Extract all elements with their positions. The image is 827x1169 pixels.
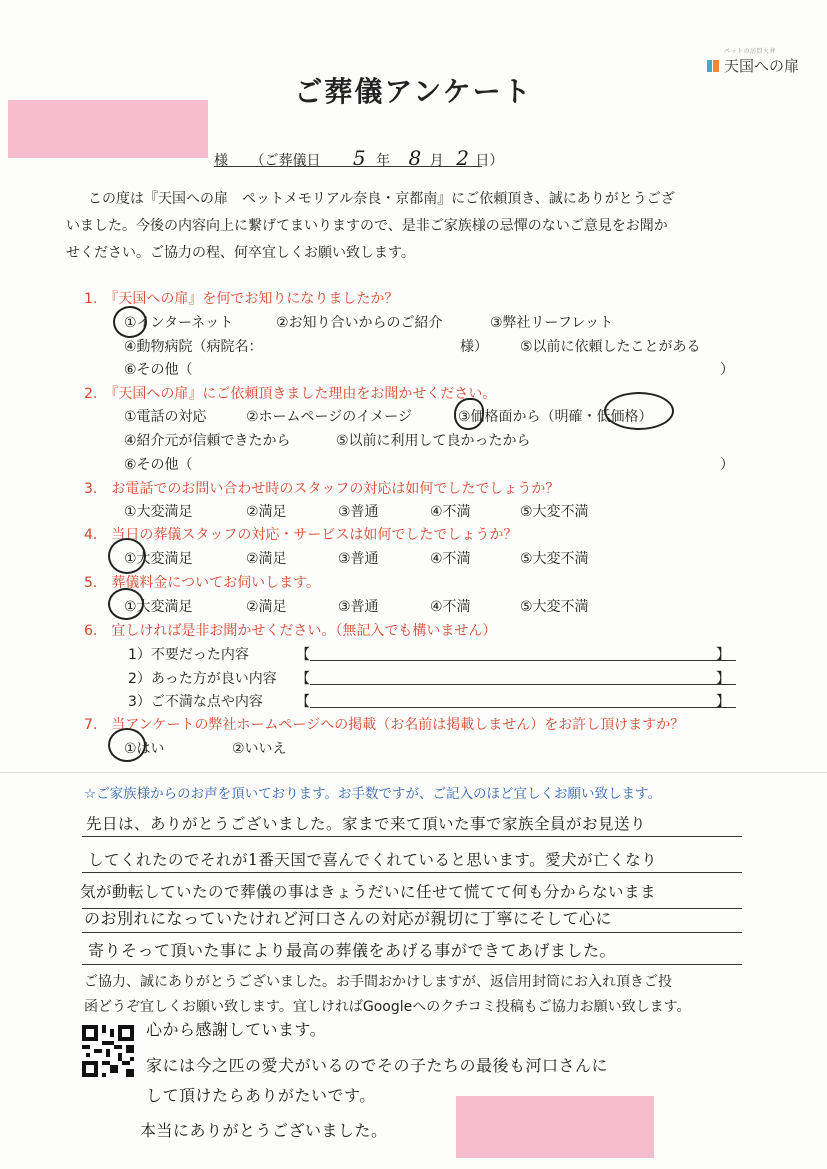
q1-option[interactable]: ⑤以前に依頼したことがある	[520, 339, 701, 355]
year-value: 5	[352, 146, 366, 170]
q5-option[interactable]: ①大変満足	[124, 599, 193, 615]
q2-close-paren: ）	[720, 457, 734, 473]
selection-circle	[108, 538, 146, 574]
writing-line	[82, 872, 742, 873]
q5-option[interactable]: ⑤大変不満	[520, 599, 589, 615]
question-1: 1. 『天国への扉』を何でお知りになりましたか？	[84, 291, 399, 307]
intro-line: いました。今後の内容向上に繋げてまいりますので、是非ご家族様の忌憚のないご意見をお聞か	[66, 218, 668, 234]
handwritten-comment: 寄りそって頂いた事により最高の葬儀をあげる事ができてあげました。	[88, 941, 617, 960]
selection-circle	[454, 398, 484, 430]
q3-option[interactable]: ②満足	[246, 504, 287, 520]
bracket-close: 】	[716, 647, 730, 663]
date-underline	[214, 166, 482, 167]
page-title: ご葬儀アンケート	[294, 75, 533, 108]
q4-option[interactable]: ⑤大変不満	[520, 551, 589, 567]
q2-option[interactable]: ①電話の対応	[124, 409, 207, 425]
q1-close-paren: ）	[720, 362, 734, 378]
handwritten-comment: 気が動転していたので葬儀の事はきょうだいに任せて慌てて何も分からないまま	[80, 883, 657, 901]
q2-option[interactable]: ③価格面から（明確・低価格）	[458, 409, 653, 425]
day-label: 日）	[475, 153, 504, 169]
q1-option[interactable]: ④動物病院（病院名：	[124, 339, 263, 355]
year-label: 年	[376, 153, 391, 169]
writing-line	[82, 836, 742, 837]
handwritten-comment: 先日は、ありがとうございました。家まで来て頂いた事で家族全員がお見送り	[86, 815, 647, 833]
q5-option[interactable]: ④不満	[430, 599, 471, 615]
q6-item: 1）不要だった内容	[128, 647, 249, 663]
q1-option[interactable]: ⑥その他（	[124, 362, 193, 378]
logo-tagline: ペットの訪問火葬	[724, 48, 777, 55]
q2-option[interactable]: ⑤以前に利用して良かったから	[336, 433, 531, 449]
q7-option[interactable]: ②いいえ	[232, 741, 287, 757]
q3-option[interactable]: ③普通	[338, 504, 379, 520]
question-7: 7. 当アンケートの弊社ホームページへの掲載（お名前は掲載しません）をお許し頂けますか？	[84, 717, 685, 733]
month-label: 月	[429, 153, 444, 169]
date-open-label: （ご葬儀日	[250, 153, 321, 169]
intro-line: せください。ご協力の程、何卒宜しくお願い致します。	[66, 245, 415, 261]
thanks-line: ご協力、誠にありがとうございました。お手間おかけしますが、返信用封筒にお入れ頂きご投	[84, 974, 672, 990]
q4-option[interactable]: ②満足	[246, 551, 287, 567]
question-3: 3. お電話でのお問い合わせ時のスタッフの対応は如何でしたでしょうか？	[84, 481, 560, 497]
q1-option[interactable]: ②お知り合いからのご紹介	[276, 315, 443, 331]
handwritten-comment: のお別れになっていたけれど河口さんの対応が親切に丁寧にそして心に	[84, 909, 613, 928]
selection-circle	[108, 588, 144, 620]
q2-option[interactable]: ⑥その他（	[124, 457, 193, 473]
question-5: 5. 葬儀料金についてお伺いします。	[84, 575, 320, 591]
q4-option[interactable]: ①大変満足	[124, 551, 193, 567]
q1-option[interactable]: ①インターネット	[124, 315, 234, 331]
section-divider	[0, 772, 827, 773]
q3-option[interactable]: ⑤大変不満	[520, 504, 589, 520]
q4-option[interactable]: ④不満	[430, 551, 471, 567]
q3-option[interactable]: ④不満	[430, 504, 471, 520]
intro-text	[66, 186, 748, 267]
answer-line	[310, 660, 736, 661]
qr-code-icon[interactable]	[82, 1025, 134, 1077]
q5-option[interactable]: ③普通	[338, 599, 379, 615]
bracket-open: 【	[296, 694, 310, 710]
selection-circle	[108, 728, 146, 762]
sama-label: 様	[214, 153, 228, 169]
question-2: 2. 『天国への扉』にご依頼頂きました理由をお聞かせください。	[84, 386, 497, 402]
q3-option[interactable]: ①大変満足	[124, 504, 193, 520]
q5-option[interactable]: ②満足	[246, 599, 287, 615]
q2-option[interactable]: ②ホームページのイメージ	[246, 409, 412, 425]
bracket-close: 】	[716, 694, 730, 710]
bracket-close: 】	[716, 671, 730, 687]
q1-hospital-suffix: 様）	[460, 339, 488, 355]
handwritten-comment: 心から感謝しています。	[146, 1020, 327, 1039]
voice-header: ☆ご家族様からのお声を頂いております。お手数ですが、ご記入のほど宜しくお願い致します。	[84, 786, 661, 802]
thanks-line: 函どうぞ宜しくお願い致します。宜しければGoogleへのクチコミ投稿もご協力お願い致します。	[84, 999, 691, 1015]
bracket-open: 【	[296, 647, 310, 663]
q6-item: 2）あった方が良い内容	[128, 671, 277, 687]
answer-line	[310, 707, 736, 708]
selection-circle	[113, 306, 147, 338]
handwritten-comment: して頂けたらありがたいです。	[146, 1086, 376, 1105]
q4-option[interactable]: ③普通	[338, 551, 379, 567]
day-value: 2	[456, 146, 469, 170]
question-6: 6. 宜しければ是非お聞かせください。（無記入でも構いません）	[84, 623, 497, 639]
thanks-text	[84, 970, 744, 1020]
handwritten-comment: してくれたのでそれが1番天国で喜んでくれていると思います。愛犬が亡くなり	[88, 851, 658, 869]
q2-option[interactable]: ④紹介元が信頼できたから	[124, 433, 291, 449]
q7-option[interactable]: ①はい	[124, 741, 165, 757]
q6-item: 3）ご不満な点や内容	[128, 694, 263, 710]
handwritten-comment: 本当にありがとうございました。	[140, 1121, 388, 1140]
answer-line	[310, 684, 736, 685]
redacted-name	[8, 100, 208, 158]
bracket-open: 【	[296, 671, 310, 687]
month-value: 8	[408, 146, 422, 170]
handwritten-comment: 家には今之匹の愛犬がいるのでその子たちの最後も河口さんに	[146, 1056, 609, 1075]
intro-line: この度は『天国への扉 ペットメモリアル奈良・京都南』にご依頼頂き、誠にありがとうござ	[88, 191, 675, 207]
question-4: 4. 当日の葬儀スタッフの対応・サービスは如何でしたでしょうか？	[84, 527, 518, 543]
redacted-signature	[456, 1096, 654, 1158]
q1-option[interactable]: ③弊社リーフレット	[490, 315, 614, 331]
writing-line	[82, 964, 742, 965]
writing-line	[82, 932, 742, 933]
logo-name: 天国への扉	[724, 57, 800, 75]
selection-circle	[604, 392, 674, 430]
